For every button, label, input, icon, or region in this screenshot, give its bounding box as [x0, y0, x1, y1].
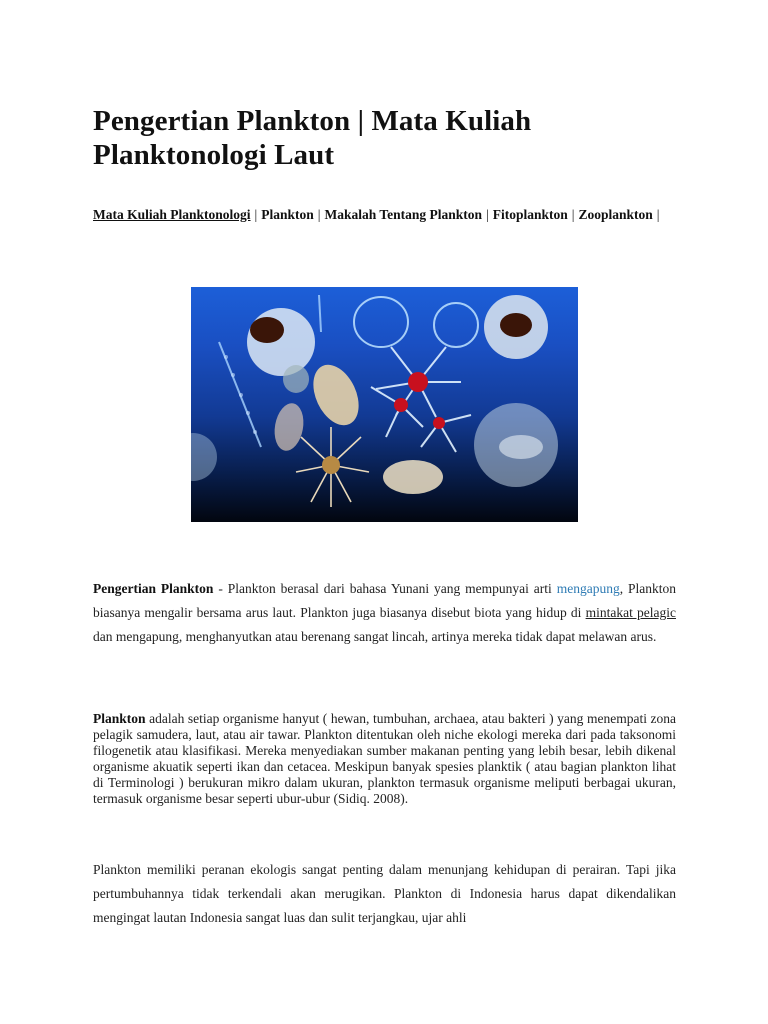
- paragraph-lead-bold: Pengertian Plankton: [93, 581, 214, 596]
- paragraph-pengertian: [93, 577, 676, 649]
- breadcrumb-item-makalah[interactable]: Makalah Tentang Plankton: [324, 207, 483, 222]
- link-mengapung[interactable]: mengapung: [556, 581, 620, 596]
- paragraph-lead-bold: Plankton: [93, 711, 146, 726]
- breadcrumb-item-fitoplankton[interactable]: Fitoplankton: [492, 207, 568, 222]
- breadcrumb-separator: |: [656, 207, 660, 222]
- paragraph-plankton-definition: [93, 711, 676, 807]
- breadcrumb-separator: |: [571, 207, 575, 222]
- breadcrumb: [93, 203, 676, 227]
- paragraph-text: - Plankton berasal dari bahasa Yunani yang mempunyai arti: [213, 581, 557, 596]
- paragraph-peranan-ekologis: Plankton memiliki peranan ekologis sangat penting dalam menunjang kehidupan di perairan. Tapi jika pertumbuhannya tidak terkendali akan merugikan. Plankton di Indonesia harus dapat dikendalikan mengingat lautan Indonesia sangat luas dan sulit terjangkau, ujar ahli: [93, 862, 676, 925]
- page-title: Pengertian Plankton | Mata Kuliah Planktonologi Laut: [93, 105, 532, 171]
- breadcrumb-item-zooplankton[interactable]: Zooplankton: [578, 207, 653, 222]
- plankton-image: [191, 287, 578, 522]
- plankton-illustration: [191, 287, 578, 522]
- paragraph-text: , Plankton biasanya mengalir bersama arus laut. Plankton juga biasanya disebut biota yang hidup di: [93, 581, 676, 620]
- paragraph-text: dan mengapung, menghanyutkan atau berenang sangat lincah, artinya mereka tidak dapat melawan arus.: [93, 629, 657, 644]
- breadcrumb-separator: |: [486, 207, 489, 222]
- breadcrumb-separator: |: [317, 207, 321, 222]
- breadcrumb-link-mata-kuliah[interactable]: Mata Kuliah Planktonologi: [93, 207, 251, 222]
- paragraph-text: adalah setiap organisme hanyut ( hewan, tumbuhan, archaea, atau bakteri ) yang menempati zona pelagik samudera, laut, atau air tawar. Plankton ditentukan oleh niche ekologi mereka dari pada taksonomi filogenetik atau klasifikasi. Mereka menyediakan sumber makanan penting yang lebih besar, lebih dikenal organisme akuatik seperti ikan dan cetacea. Meskipun banyak spesies planktik ( atau bagian plankton lihat di Terminologi ) berukuran mikro dalam ukuran, plankton termasuk organisme meliputi berbagai ukuran, termasuk organisme besar seperti ubur-ubur (Sidiq. 2008).: [93, 711, 676, 806]
- breadcrumb-separator: |: [254, 207, 258, 222]
- link-mintakat-pelagic[interactable]: mintakat pelagic: [585, 605, 676, 620]
- breadcrumb-item-plankton[interactable]: Plankton: [261, 207, 314, 222]
